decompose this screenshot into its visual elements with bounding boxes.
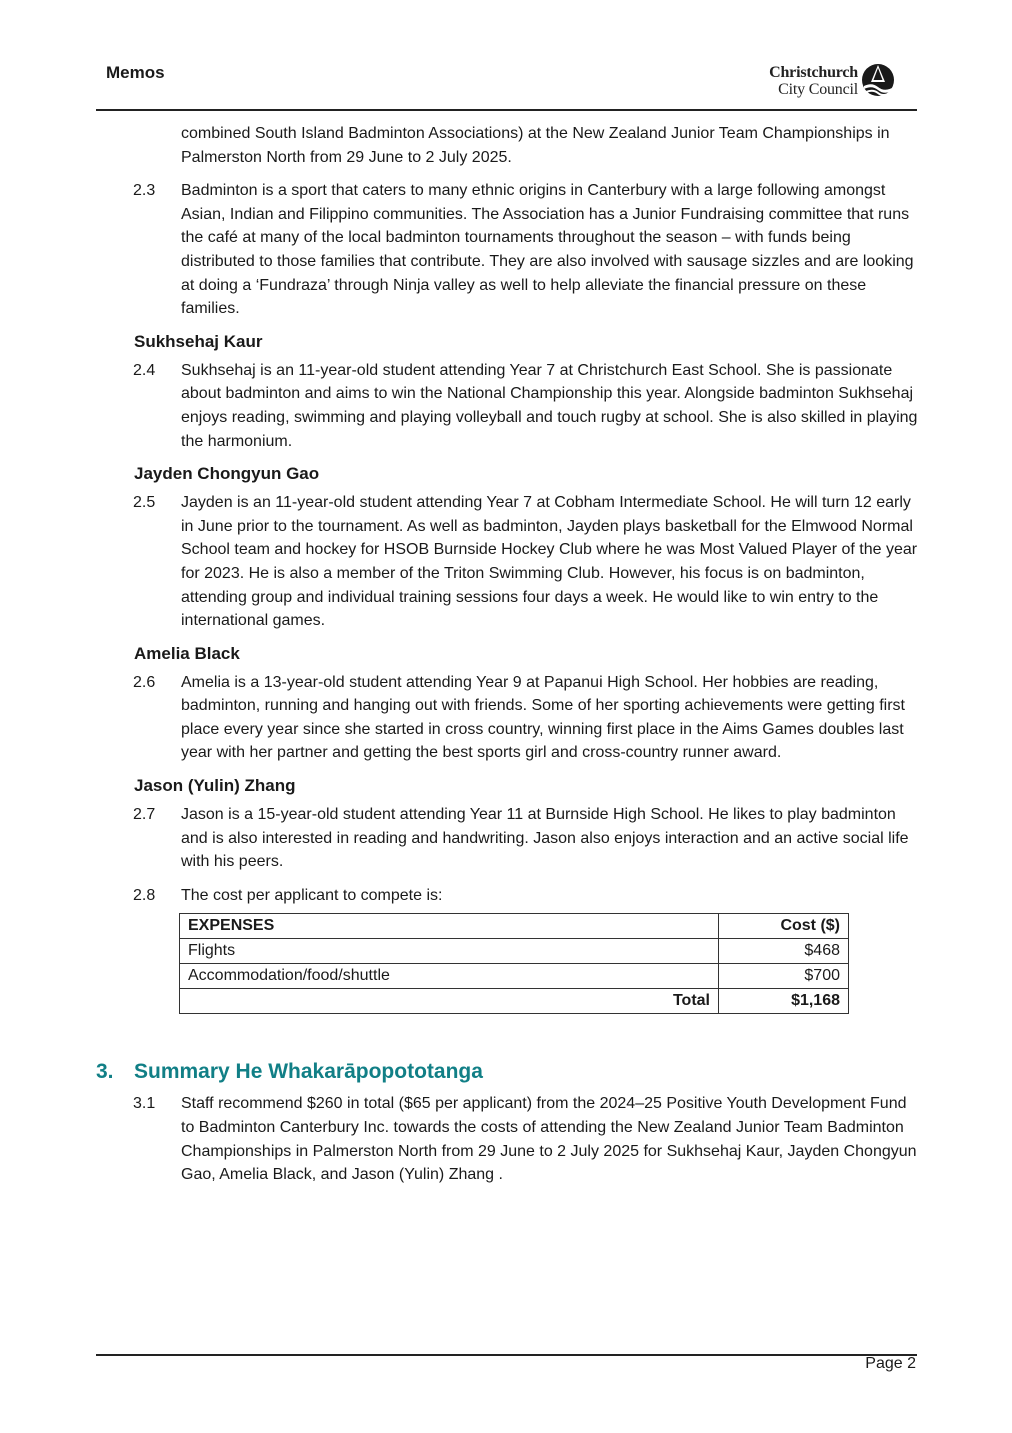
paragraph-text: combined South Island Badminton Associations) at the New Zealand Junior Team Championships in Palmerston North from 29 June to 2 July 2025. (181, 125, 890, 166)
paragraph-number: 3.1 (133, 1095, 156, 1113)
logo-text-line1: Christchurch (769, 64, 858, 81)
table-row (180, 939, 849, 964)
table-header-row (180, 914, 849, 939)
cost-table (179, 913, 849, 1014)
section-number: 3. (96, 1060, 114, 1084)
paragraph-text: The cost per applicant to compete is: (181, 886, 443, 904)
paragraph-2-4 (96, 359, 918, 453)
header-divider (96, 109, 917, 111)
column-header-expenses: EXPENSES (180, 914, 719, 939)
paragraph-text: Sukhsehaj is an 11-year-old student attending Year 7 at Christchurch East School. She is passionate about badminton and aims to win the National Championship this year. Alongside badminton Sukhsehaj enjoys reading, swimming and playing volleyball and touch rugby at school. She is also skilled in playing the harmonium. (181, 361, 918, 450)
cathedral-logo-icon (860, 62, 896, 98)
total-label: Total (180, 989, 719, 1014)
paragraph-2-8 (96, 884, 918, 908)
paragraph-2-2-continued (96, 122, 918, 169)
paragraph-number: 2.6 (133, 673, 156, 691)
logo-text-line2: City Council (778, 81, 858, 98)
table-total-row (180, 989, 849, 1014)
paragraph-2-5 (96, 491, 918, 633)
page-number: Page 2 (865, 1355, 916, 1372)
expense-item: Flights (180, 939, 719, 964)
paragraph-number: 2.3 (133, 182, 156, 200)
section-title: Summary He Whakarāpopototanga (134, 1060, 483, 1084)
expense-cost: $700 (719, 964, 849, 989)
paragraph-text: Jason is a 15-year-old student attending Year 11 at Burnside High School. He likes to play badminton and is also interested in reading and handwriting. Jason also enjoys interaction and an active social life with his peers. (181, 806, 909, 871)
paragraph-text: Amelia is a 13-year-old student attending Year 9 at Papanui High School. Her hobbies are reading, badminton, running and hanging out with friends. Some of her sporting achievements were getting first place every year since she started in cross country, winning first place in the Aims Games doubles last year with her partner and getting the best sports girl and cross-country runner award. (181, 673, 905, 762)
section-heading-summary (96, 1058, 918, 1086)
expense-cost: $468 (719, 939, 849, 964)
paragraph-text: Jayden is an 11-year-old student attending Year 7 at Cobham Intermediate School. He will turn 12 early in June prior to the tournament. As well as badminton, Jayden plays basketball for the Elmwood Normal School team and hockey for HSOB Burnside Hockey Club where he was Most Valued Player of the year for 2023. He is also a member of the Triton Swimming Club. However, his focus is on badminton, attending group and individual training sessions four days a week. He would like to win entry to the international games. (181, 494, 918, 630)
paragraph-2-6 (96, 671, 918, 765)
memo-body (96, 122, 918, 1197)
council-logo (746, 62, 906, 102)
total-value: $1,168 (719, 989, 849, 1014)
expense-item: Accommodation/food/shuttle (180, 964, 719, 989)
paragraph-number: 2.5 (133, 494, 156, 512)
paragraph-2-7 (96, 803, 918, 874)
paragraph-number: 2.4 (133, 361, 156, 379)
applicant-heading: Jason (Yulin) Zhang (134, 776, 296, 796)
applicant-heading: Jayden Chongyun Gao (134, 464, 320, 484)
column-header-cost: Cost ($) (719, 914, 849, 939)
paragraph-number: 2.7 (133, 806, 156, 824)
table-row (180, 964, 849, 989)
applicant-heading: Amelia Black (134, 643, 240, 663)
applicant-heading: Sukhsehaj Kaur (134, 331, 263, 351)
paragraph-number: 2.8 (133, 886, 156, 904)
paragraph-text: Badminton is a sport that caters to many ethnic origins in Canterbury with a large following amongst Asian, Indian and Filippino communities. The Association has a Junior Fundraising committee that runs the café at many of the local badminton tournaments throughout the season – with funds being distributed to those families that contribute. They are also involved with sausage sizzles and are looking at doing a ‘Fundraza’ through Ninja valley as well to help alleviate the financial pressure on these families. (181, 182, 914, 318)
footer-divider (96, 1354, 917, 1356)
paragraph-text: Staff recommend $260 in total ($65 per applicant) from the 2024–25 Positive Youth Development Fund to Badminton Canterbury Inc. towards the costs of attending the New Zealand Junior Team Badminton Championships in Palmerston North from 29 June to 2 July 2025 for Sukhsehaj Kaur, Jayden Chongyun Gao, Amelia Black, and Jason (Yulin) Zhang . (181, 1095, 917, 1184)
paragraph-2-3 (96, 179, 918, 321)
memo-header-title: Memos (106, 63, 165, 82)
paragraph-3-1 (96, 1092, 918, 1186)
